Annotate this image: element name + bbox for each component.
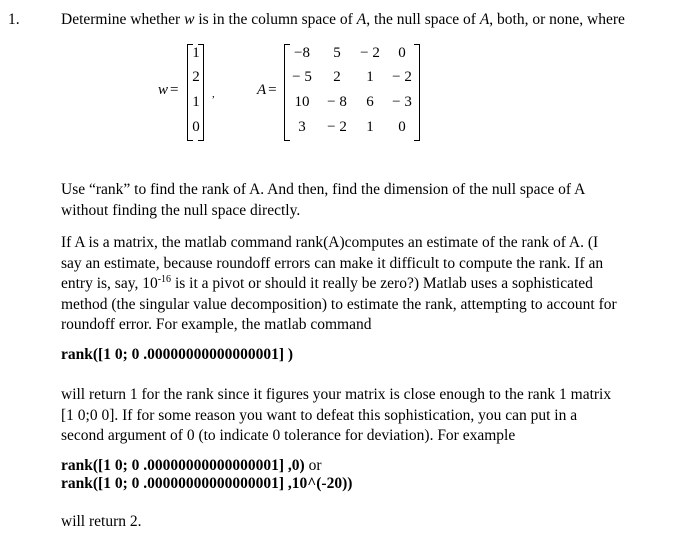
w-entry: 0	[192, 119, 200, 135]
text-line: method (the singular value decomposition) to estimate the rank, attempting to account for	[61, 295, 617, 313]
instructions-paragraph	[61, 180, 661, 221]
text-line: without finding the null space directly.	[61, 201, 301, 219]
text-line: [1 0;0 0]. If for some reason you want to defeat this sophistication, you can put in a	[61, 406, 578, 424]
w-entry: 2	[192, 69, 200, 85]
text-line: second argument of 0 (to indicate 0 tolerance for deviation). For example	[61, 427, 516, 444]
a-cell: 1	[366, 119, 374, 135]
text-line: say an estimate, because roundoff errors can make it difficult to compute the rank. If an	[61, 254, 604, 272]
a-cell: 5	[333, 45, 341, 61]
a-cell: 1	[366, 69, 374, 85]
a-cell: − 5	[292, 69, 312, 85]
w-entry: 1	[192, 45, 200, 61]
a-cell: 2	[333, 69, 341, 85]
a-cell: 10	[294, 94, 310, 110]
result-paragraph	[61, 385, 661, 447]
a-cell: − 8	[327, 94, 347, 110]
text-line: entry is, say, $10^{-16}$ is it a pivot or should it really be zero?) Matlab uses a sophisticated	[61, 274, 593, 292]
a-cell: 0	[398, 45, 406, 61]
a-cell: −8	[294, 45, 310, 61]
w-entry: 1	[192, 94, 200, 110]
text-line: will return 1 for the rank since it figures your matrix is close enough to the rank 1 matrix	[61, 386, 612, 403]
matlab-command-2: rank([1 0; 0 .00000000000000001] ,0) or	[61, 457, 322, 474]
problem-prompt: Determine whether w is in the column space of A, the null space of A, both, or none, where	[61, 11, 625, 28]
w-comma: ,	[212, 88, 215, 100]
a-cell: 3	[298, 119, 306, 135]
explanation-paragraph	[61, 233, 661, 336]
final-statement: will return 2.	[61, 513, 142, 530]
w-label: w =	[158, 82, 179, 98]
a-cell: 0	[398, 119, 406, 135]
a-cell: − 3	[392, 94, 412, 110]
a-cell: − 2	[392, 69, 412, 85]
problem-number: 1.	[8, 11, 20, 28]
text-line: roundoff error. For example, the matlab command	[61, 316, 372, 333]
text-line: If A is a matrix, the matlab command rank(A)computes an estimate of the rank of A. (I	[61, 234, 599, 251]
text-line: Use “rank” to find the rank of A. And then, find the dimension of the null space of A	[61, 181, 586, 198]
matlab-command-3: rank([1 0; 0 .00000000000000001] ,10^(-20))	[61, 475, 353, 492]
matlab-command-1: rank([1 0; 0 .00000000000000001] )	[61, 346, 294, 363]
a-cell: 6	[366, 94, 374, 110]
a-cell: − 2	[327, 119, 347, 135]
a-label: A =	[257, 82, 277, 98]
a-cell: − 2	[360, 45, 380, 61]
